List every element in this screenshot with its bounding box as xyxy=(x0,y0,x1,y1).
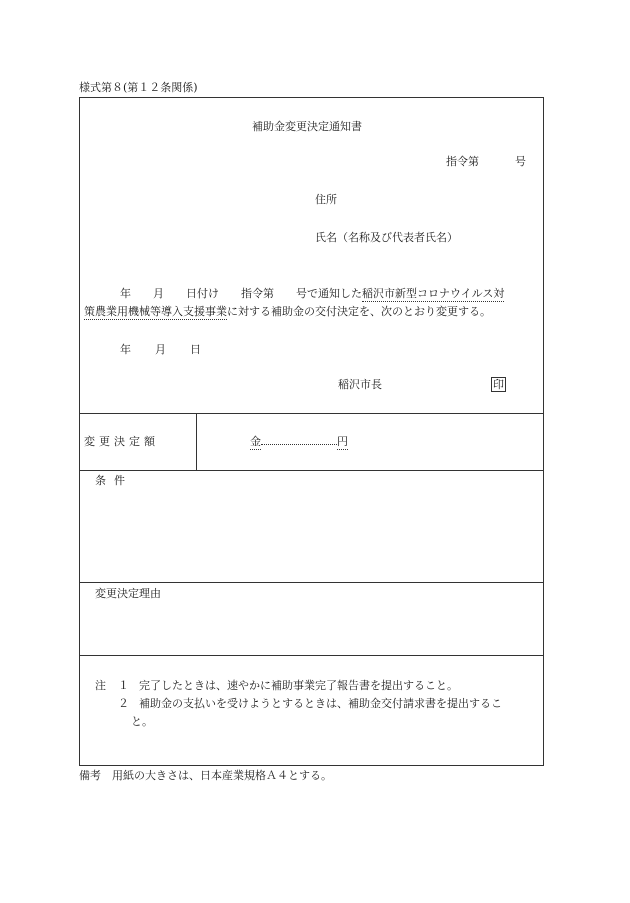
date-month: 月 xyxy=(155,343,166,356)
remarks: 備考 用紙の大きさは、日本産業規格Ａ４とする。 xyxy=(79,769,332,782)
issuer-title: 稲沢市長 xyxy=(338,378,382,391)
program-name-part-1: 稲沢市新型コロナウイルス対 xyxy=(362,287,505,300)
conditions-label: 条件 xyxy=(95,474,133,487)
amount-prefix: 金 xyxy=(250,435,261,448)
note-2-num: ２ xyxy=(118,697,129,710)
program-name-part-2: 策農業用機械等導入支援事業 xyxy=(84,305,227,318)
name-label: 氏名（名称及び代表者氏名） xyxy=(315,231,458,244)
form-label: 様式第８(第１２条関係) xyxy=(79,81,198,94)
address-label: 住所 xyxy=(315,193,337,206)
note-1-text: 完了したときは、速やかに補助事業完了報告書を提出すること。 xyxy=(139,679,458,692)
date-year: 年 xyxy=(120,343,131,356)
ref-number-suffix: 号 xyxy=(515,155,526,168)
note-2-continued: と。 xyxy=(131,715,153,728)
amount-value xyxy=(250,435,348,449)
date-day: 日 xyxy=(190,343,201,356)
reason-label: 変更決定理由 xyxy=(95,587,161,600)
divider xyxy=(79,582,544,583)
notes-head: 注 xyxy=(95,679,106,692)
body-line-2 xyxy=(84,305,491,319)
document-title: 補助金変更決定通知書 xyxy=(252,120,362,133)
note-2-text: 補助金の支払いを受けようとするときは、補助金交付請求書を提出するこ xyxy=(139,697,502,710)
form-frame xyxy=(79,97,544,766)
seal-mark xyxy=(491,378,506,392)
amount-suffix: 円 xyxy=(337,435,348,448)
body-line-2-text: に対する補助金の交付決定を、次のとおり変更する。 xyxy=(227,305,491,318)
amount-divider xyxy=(196,413,197,470)
ref-number-prefix: 指令第 xyxy=(446,155,479,168)
divider xyxy=(79,470,544,471)
divider xyxy=(79,413,544,414)
body-line-1-text: 年 月 日付け 指令第 号で通知した xyxy=(120,287,362,300)
amount-blank xyxy=(261,443,337,445)
body-line-1 xyxy=(120,287,504,301)
seal-text: 印 xyxy=(493,378,504,391)
note-1-num: １ xyxy=(118,679,129,692)
amount-label: 変更決定額 xyxy=(84,435,159,448)
divider xyxy=(79,655,544,656)
